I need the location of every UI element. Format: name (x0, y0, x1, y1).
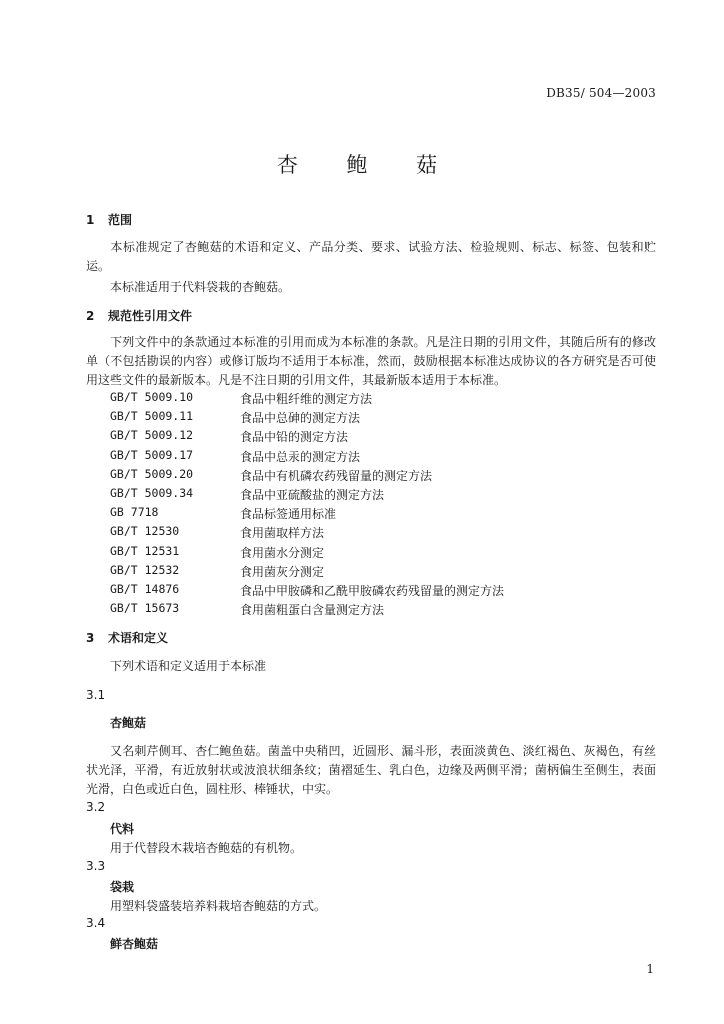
reference-title: 食品中总汞的测定方法 (240, 449, 361, 464)
term-name: 鲜杏鲍菇 (110, 937, 159, 951)
reference-code: GB 7718 (110, 505, 159, 520)
reference-item (110, 409, 504, 428)
term-definition-text: 又名刺芹侧耳、杏仁鲍鱼菇。菌盖中央稍凹，近圆形、漏斗形，表面淡黄色、淡红褐色、灰褐色，有丝状光泽，平滑，有近放射状或波浪状细条纹；菌褶延生、乳白色，边缘及两侧平滑；菌柄偏生至侧生，表面光滑，白色或近白色，圆柱形、棒锤状，中实。 (86, 744, 656, 796)
reference-item (110, 582, 504, 601)
reference-code: GB/T 5009.11 (110, 409, 194, 424)
document-code: DB35/ 504—2003 (546, 86, 656, 100)
term-number: 3.2 (86, 800, 106, 814)
term-name: 袋栽 (110, 880, 135, 894)
reference-title: 食品中铅的测定方法 (240, 430, 349, 445)
reference-code: GB/T 14876 (110, 581, 180, 596)
reference-code: GB/T 12530 (110, 524, 180, 539)
reference-item (110, 390, 504, 409)
section-number: 3 (86, 631, 95, 645)
section-heading-normative-references (86, 307, 192, 324)
term-definition: 用于代替段木栽培杏鲍菇的有机物。 (110, 841, 303, 855)
scope-text: 本标准规定了杏鲍菇的术语和定义、产品分类、要求、试验方法、检验规则、标志、标签、包装和贮运。 (86, 240, 656, 273)
reference-title: 食品中亚硫酸盐的测定方法 (240, 487, 385, 502)
reference-title: 食品中甲胺磷和乙酰甲胺磷农药残留量的测定方法 (240, 583, 505, 598)
reference-code: GB/T 12531 (110, 543, 180, 558)
scope-paragraph (86, 238, 656, 276)
reference-item (110, 544, 504, 563)
term-number: 3.3 (86, 859, 106, 873)
section-number: 2 (86, 309, 95, 323)
reference-item (110, 467, 504, 486)
page-number: 1 (646, 962, 654, 976)
reference-code: GB/T 5009.20 (110, 466, 194, 481)
reference-item (110, 563, 504, 582)
reference-code: GB/T 5009.17 (110, 447, 194, 462)
section-number: 1 (86, 213, 95, 227)
term-definition (86, 742, 656, 799)
reference-title: 食品中有机磷农药残留量的测定方法 (240, 468, 433, 483)
section-title: 规范性引用文件 (108, 309, 193, 323)
term-name: 杏鲍菇 (110, 716, 147, 730)
reference-title: 食品中粗纤维的测定方法 (240, 392, 373, 406)
scope-applicability: 本标准适用于代料袋栽的杏鲍菇。 (110, 280, 291, 294)
reference-title: 食用菌灰分测定 (240, 564, 325, 579)
section-title: 范围 (108, 213, 133, 227)
terms-intro: 下列术语和定义适用于本标准 (110, 659, 267, 673)
reference-code: GB/T 15673 (110, 601, 180, 616)
reference-item (110, 448, 504, 467)
section-heading-terms-definitions (86, 629, 168, 646)
reference-code: GB/T 5009.10 (110, 390, 194, 404)
section-heading-scope (86, 211, 132, 228)
reference-title: 食品中总砷的测定方法 (240, 411, 361, 426)
reference-item (110, 505, 504, 524)
reference-code: GB/T 5009.34 (110, 485, 194, 500)
reference-list (110, 390, 504, 620)
term-number: 3.1 (86, 688, 106, 702)
reference-title: 食用菌水分测定 (240, 545, 325, 560)
term-name: 代料 (110, 822, 135, 836)
reference-title: 食用菌取样方法 (240, 526, 325, 541)
reference-title: 食品标签通用标准 (240, 507, 337, 522)
section-title: 术语和定义 (108, 631, 169, 645)
reference-item (110, 428, 504, 447)
reference-title: 食用菌粗蛋白含量测定方法 (240, 603, 385, 618)
reference-item (110, 601, 504, 620)
reference-code: GB/T 12532 (110, 562, 180, 577)
reference-item (110, 524, 504, 543)
references-text: 下列文件中的条款通过本标准的引用而成为本标准的条款。凡是注日期的引用文件，其随后所有的修改单（不包括勘误的内容）或修订版均不适用于本标准，然而，鼓励根据本标准达成协议的各方研究是否可使用这些文件的最新版本。凡是不注日期的引用文件，其最新版本适用于本标准。 (86, 335, 656, 387)
reference-item (110, 486, 504, 505)
references-paragraph (86, 333, 656, 390)
term-number: 3.4 (86, 916, 106, 930)
reference-code: GB/T 5009.12 (110, 428, 194, 443)
term-definition: 用塑料袋盛装培养料栽培杏鲍菇的方式。 (110, 899, 327, 913)
document-title: 杏 鲍 菇 (276, 153, 448, 177)
